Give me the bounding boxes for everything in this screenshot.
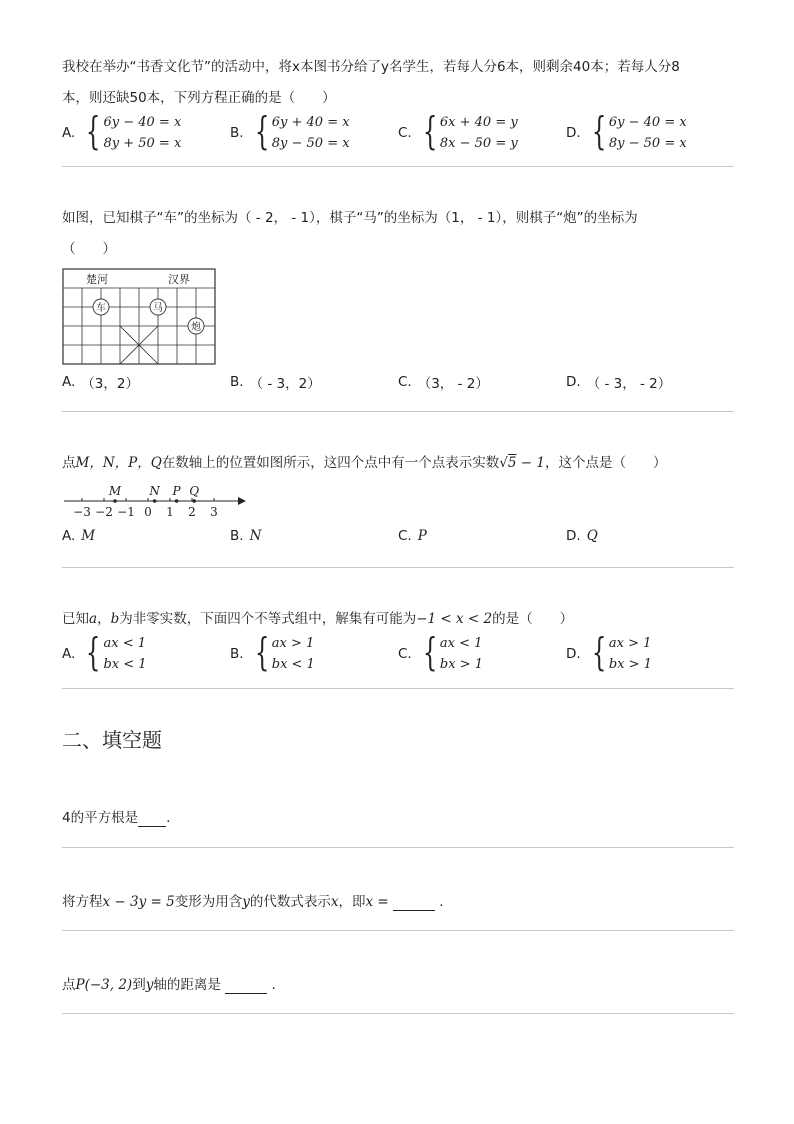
number-line-figure	[62, 480, 246, 520]
option-text: （ - 3， - 2）	[586, 376, 672, 392]
number-line-point-n	[153, 499, 157, 503]
stem-var-a: a	[89, 611, 98, 627]
fill-question-1	[62, 806, 734, 827]
option-label: C.	[398, 125, 412, 141]
question-2-stem	[62, 203, 734, 265]
equation-1: 6y − 40 = x	[103, 115, 182, 130]
option-text: （ - 3，2）	[249, 376, 321, 392]
question-divider	[62, 411, 734, 412]
answer-blank[interactable]	[225, 977, 267, 994]
number-line-tick-label: −3	[73, 505, 91, 519]
stem-text: 的代数式表示	[249, 894, 331, 910]
stem-text: 4的平方根是	[62, 810, 139, 826]
stem-text: 变形为用含	[174, 894, 243, 910]
equation-system: { 6y − 40 = x 8y + 50 = x	[86, 109, 182, 153]
question-4-option-b[interactable]	[230, 630, 315, 675]
number-line-tick-label: −1	[117, 505, 135, 519]
chess-board-figure	[62, 268, 218, 366]
stem-text: ，这个点是（ ）	[544, 455, 667, 471]
question-divider	[62, 688, 734, 689]
equation-1: 6y − 40 = x	[608, 115, 687, 130]
stem-var-y: y	[145, 977, 154, 993]
number-line-tick-label: 2	[188, 505, 196, 519]
stem-equation: x =	[365, 894, 389, 910]
question-3-option-c[interactable]	[398, 528, 427, 544]
question-divider	[62, 567, 734, 568]
option-text: M	[81, 528, 96, 544]
sqrt-rest: − 1	[516, 455, 545, 471]
stem-inequality: −1 < x < 2	[416, 611, 493, 627]
stem-text: ，即	[338, 894, 366, 910]
question-2-option-a[interactable]	[62, 372, 139, 392]
piece-pao-label: 炮	[191, 322, 201, 333]
question-4-option-d[interactable]	[566, 630, 652, 675]
number-line-point-q	[192, 499, 196, 503]
question-4-stem	[62, 604, 734, 635]
option-label: B.	[230, 528, 244, 544]
equation-system: { 6x + 40 = y 8x − 50 = y	[422, 109, 518, 153]
number-line-tick-label: −2	[95, 505, 113, 519]
question-3-option-a[interactable]	[62, 528, 95, 544]
inequality-1: ax < 1	[439, 636, 483, 651]
stem-point: P(−3, 2)	[75, 977, 133, 993]
question-1-option-b[interactable]	[230, 109, 350, 154]
inequality-1: ax > 1	[608, 636, 652, 651]
stem-text: .	[166, 810, 171, 826]
option-label: A.	[62, 646, 76, 662]
question-4-option-a[interactable]	[62, 630, 147, 675]
option-text: Q	[586, 528, 598, 544]
number-line-point-m	[113, 499, 117, 503]
piece-che-label: 车	[96, 303, 106, 314]
question-2-option-b[interactable]	[230, 372, 321, 392]
inequality-2: bx > 1	[439, 657, 483, 672]
stem-var-b: b	[110, 611, 120, 627]
stem-vars: M，N，P，Q	[75, 455, 162, 471]
stem-text: 到	[132, 977, 146, 993]
stem-text: 将方程	[62, 894, 103, 910]
option-label: C.	[398, 646, 412, 662]
number-line-point-label: N	[149, 484, 160, 498]
equation-system: { 6y + 40 = x 8y − 50 = x	[254, 109, 350, 153]
equation-2: 8y − 50 = x	[271, 136, 350, 151]
inequality-system: { ax > 1 bx < 1	[254, 630, 315, 674]
stem-text: 已知	[62, 611, 89, 627]
equation-1: 6y + 40 = x	[271, 115, 350, 130]
piece-ma-label: 马	[153, 303, 163, 314]
equation-2: 8y + 50 = x	[103, 136, 182, 151]
question-1-line-1: 我校在举办“书香文化节”的活动中，将x本图书分给了y名学生，若每人分6本，则剩余40本；若每人分8	[62, 59, 680, 75]
question-divider	[62, 1013, 734, 1014]
inequality-1: ax < 1	[103, 636, 146, 651]
number-line-point-label: P	[172, 484, 181, 498]
question-1-stem	[62, 52, 734, 114]
equation-1: 6x + 40 = y	[439, 115, 518, 130]
inequality-2: bx < 1	[103, 657, 147, 672]
stem-text: 在数轴上的位置如图所示，这四个点中有一个点表示实数	[161, 455, 500, 471]
option-label: B.	[230, 125, 244, 141]
stem-var-y: y	[242, 894, 250, 910]
stem-text: 点	[62, 455, 76, 471]
option-text: （3， - 2）	[417, 376, 489, 392]
equation-system: { 6y − 40 = x 8y − 50 = x	[591, 109, 687, 153]
question-1-option-a[interactable]	[62, 109, 182, 154]
question-2-option-d[interactable]	[566, 372, 671, 392]
question-2-option-c[interactable]	[398, 372, 489, 392]
number-line-tick-label: 1	[166, 505, 174, 519]
stem-text: 点	[62, 977, 76, 993]
sqrt-radicand: 5	[507, 455, 517, 471]
question-1-option-d[interactable]	[566, 109, 687, 154]
equation-2: 8y − 50 = x	[608, 136, 687, 151]
number-line-tick-label: 0	[144, 505, 152, 519]
stem-text: .	[439, 894, 444, 910]
option-label: D.	[566, 374, 581, 390]
question-2-line-1: 如图，已知棋子“车”的坐标为（ - 2， - 1），棋子“马”的坐标为（1， - 1），则棋子“炮”的坐标为	[62, 210, 638, 226]
equation-2: 8x − 50 = y	[439, 136, 518, 151]
option-label: A.	[62, 528, 76, 544]
stem-equation: x − 3y = 5	[102, 894, 175, 910]
question-3-stem	[62, 448, 734, 479]
number-line-arrow	[238, 497, 246, 505]
inequality-system: { ax < 1 bx < 1	[86, 630, 147, 674]
fill-question-2	[62, 890, 734, 911]
stem-text: 的是（ ）	[492, 611, 574, 627]
option-label: B.	[230, 374, 244, 390]
option-text: P	[417, 528, 427, 544]
option-label: A.	[62, 125, 76, 141]
question-3-option-d[interactable]	[566, 528, 598, 544]
stem-text: ，	[97, 611, 111, 627]
inequality-2: bx < 1	[271, 657, 315, 672]
inequality-system: { ax > 1 bx > 1	[591, 630, 652, 674]
option-label: D.	[566, 528, 581, 544]
question-divider	[62, 166, 734, 167]
fill-question-3	[62, 973, 734, 994]
question-3-option-b[interactable]	[230, 528, 261, 544]
number-line-point-label: M	[108, 484, 122, 498]
question-1-option-c[interactable]	[398, 109, 518, 154]
stem-text: 轴的距离是	[153, 977, 221, 993]
question-1-line-2: 本，则还缺50本，下列方程正确的是（ ）	[62, 90, 336, 106]
option-label: C.	[398, 374, 412, 390]
option-label: B.	[230, 646, 244, 662]
inequality-1: ax > 1	[271, 636, 315, 651]
inequality-system: { ax < 1 bx > 1	[422, 630, 483, 674]
inequality-2: bx > 1	[608, 657, 652, 672]
section-title: 二、填空题	[62, 728, 162, 752]
stem-text: .	[271, 977, 276, 993]
stem-text: 为非零实数，下面四个不等式组中，解集有可能为	[119, 611, 417, 627]
number-line-point-label: Q	[189, 484, 200, 498]
answer-blank[interactable]	[138, 810, 166, 827]
question-divider	[62, 847, 734, 848]
board-label-chu-he: 楚河	[86, 273, 108, 286]
answer-blank[interactable]	[393, 894, 435, 911]
question-divider	[62, 930, 734, 931]
question-2-line-2: （ ）	[62, 241, 116, 257]
option-text: N	[249, 528, 262, 544]
number-line-tick-label: 3	[210, 505, 218, 519]
option-label: D.	[566, 646, 581, 662]
option-text: （3，2）	[81, 376, 139, 392]
board-label-han-jie: 汉界	[168, 273, 190, 286]
number-line-point-p	[175, 499, 179, 503]
sqrt-expression: √5 − 1	[499, 455, 545, 471]
option-label: C.	[398, 528, 412, 544]
option-label: A.	[62, 374, 76, 390]
option-label: D.	[566, 125, 581, 141]
stem-var-x: x	[330, 894, 339, 910]
question-4-option-c[interactable]	[398, 630, 483, 675]
